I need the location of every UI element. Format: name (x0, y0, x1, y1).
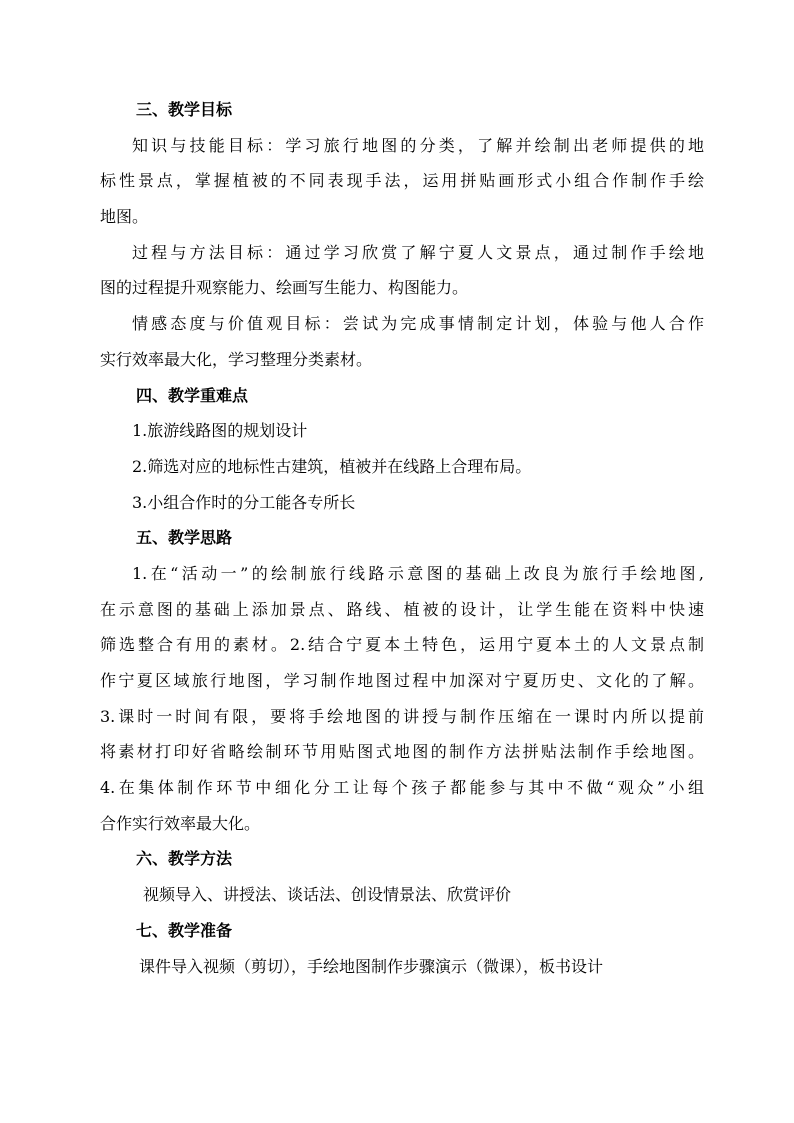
paragraph-methods: 视频导入、讲授法、谈话法、创设情景法、欣赏评价 (143, 885, 512, 905)
paragraph-approach-line-8: 合作实行效率最大化。 (100, 813, 261, 833)
paragraph-knowledge-line-2: 标性景点，掌握植被的不同表现手法，运用拼贴画形式小组合作制作手绘 (100, 171, 704, 191)
section-heading-key-points: 四、教学重难点 (136, 385, 249, 405)
list-item: 3.小组合作时的分工能各专所长 (132, 492, 356, 512)
paragraph-preparation: 课件导入视频（剪切），手绘地图制作步骤演示（微课），板书设计 (139, 956, 604, 976)
document-page (100, 92, 704, 984)
paragraph-approach-line-2: 在示意图的基础上添加景点、路线、植被的设计，让学生能在资料中快速 (100, 599, 704, 619)
paragraph-emotion-line-2: 实行效率最大化，学习整理分类素材。 (100, 349, 373, 369)
paragraph-approach-line-5: 3.课时一时间有限，要将手绘地图的讲授与制作压缩在一课时内所以提前 (100, 706, 704, 726)
paragraph-emotion-line-1: 情感态度与价值观目标：尝试为完成事情制定计划，体验与他人合作 (132, 314, 704, 334)
list-item: 1.旅游线路图的规划设计 (132, 421, 308, 441)
section-heading-teaching-approach: 五、教学思路 (136, 528, 233, 548)
list-item: 2.筛选对应的地标性古建筑，植被并在线路上合理布局。 (132, 456, 532, 476)
paragraph-knowledge-line-1: 知识与技能目标：学习旅行地图的分类，了解并绘制出老师提供的地 (132, 135, 704, 155)
paragraph-knowledge-line-3: 地图。 (100, 207, 149, 227)
paragraph-process-line-2: 图的过程提升观察能力、绘画写生能力、构图能力。 (100, 278, 469, 298)
paragraph-approach-line-4: 作宁夏区域旅行地图，学习制作地图过程中加深对宁夏历史、文化的了解。 (100, 671, 704, 690)
section-heading-objectives: 三、教学目标 (136, 100, 233, 119)
paragraph-approach-line-7: 4.在集体制作环节中细化分工让每个孩子都能参与其中不做“观众”小组 (100, 778, 704, 798)
section-heading-preparation: 七、教学准备 (136, 920, 233, 940)
paragraph-process-line-1: 过程与方法目标：通过学习欣赏了解宁夏人文景点，通过制作手绘地 (132, 242, 704, 262)
paragraph-approach-line-3: 筛选整合有用的素材。2.结合宁夏本土特色，运用宁夏本土的人文景点制 (100, 635, 704, 655)
section-heading-methods: 六、教学方法 (136, 849, 233, 869)
paragraph-approach-line-1: 1.在“活动一”的绘制旅行线路示意图的基础上改良为旅行手绘地图, (132, 563, 704, 583)
paragraph-approach-line-6: 将素材打印好省略绘制环节用贴图式地图的制作方法拼贴法制作手绘地图。 (100, 742, 704, 762)
